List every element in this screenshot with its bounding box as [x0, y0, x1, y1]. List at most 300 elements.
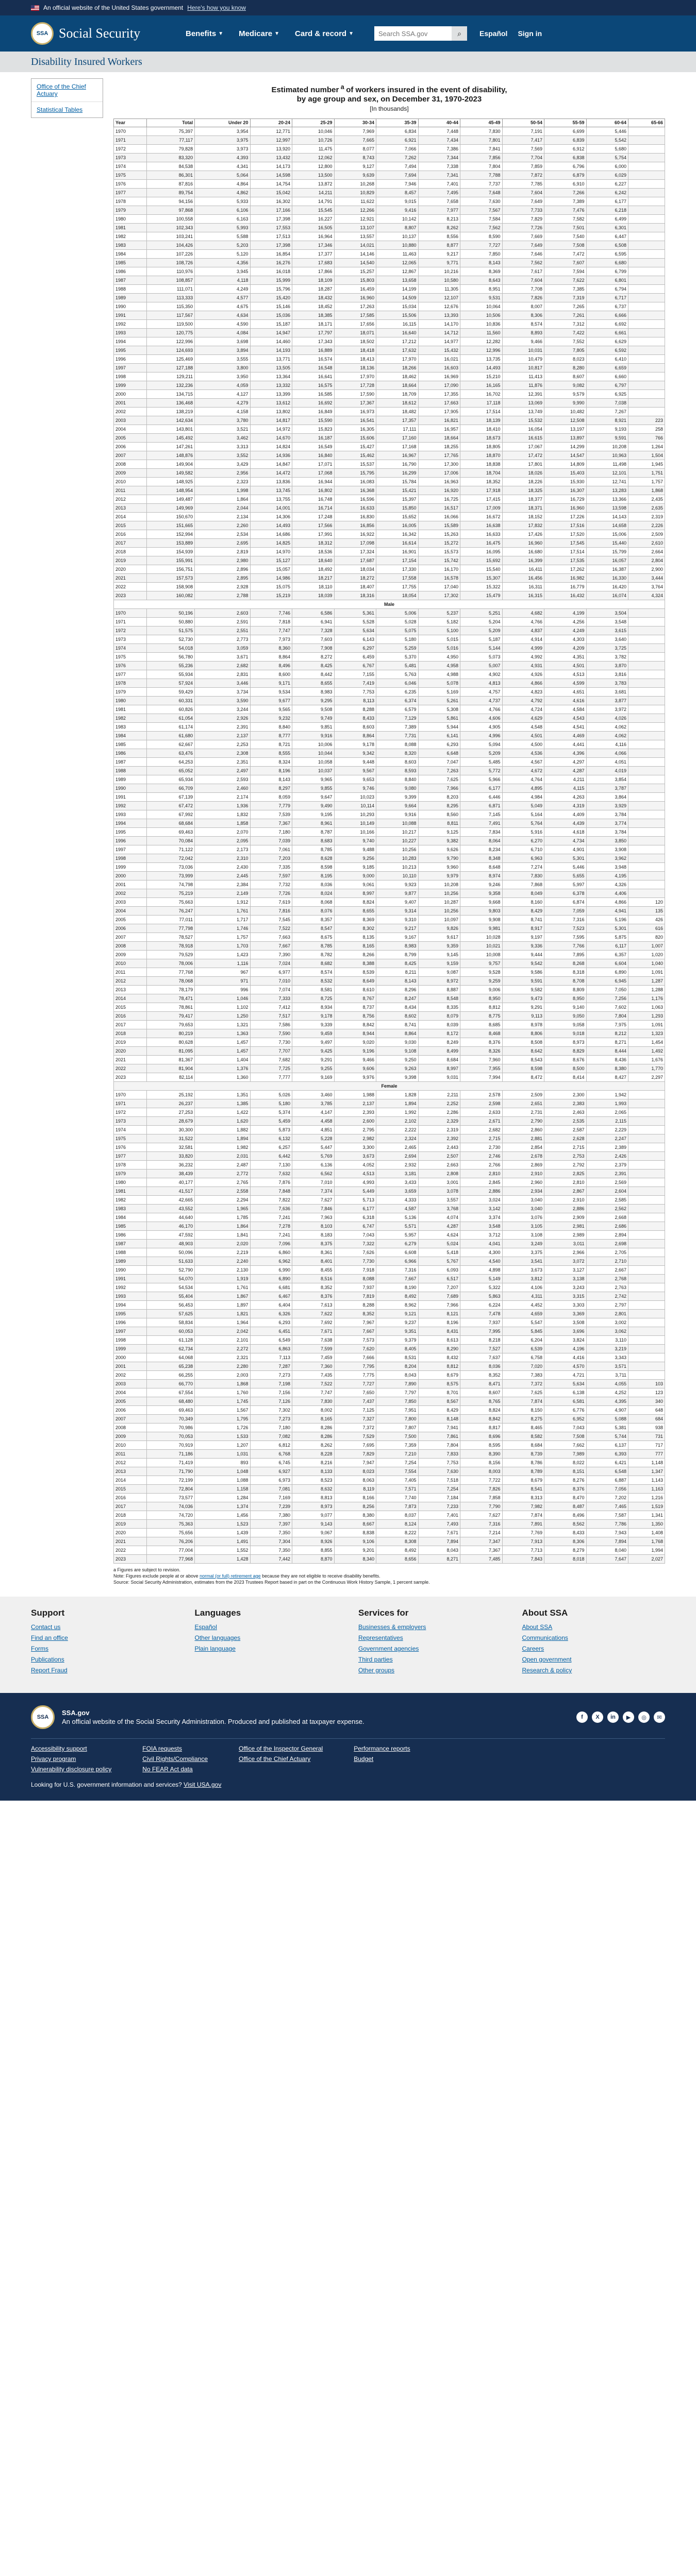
value-cell: 10,726	[292, 136, 335, 145]
value-cell: 7,627	[460, 1511, 503, 1520]
value-cell: 7,725	[250, 1064, 292, 1073]
value-cell: 6,962	[250, 1257, 292, 1266]
value-cell: 9,488	[334, 845, 376, 854]
value-cell: 14,754	[250, 180, 292, 189]
value-cell: 7,020	[502, 1362, 544, 1371]
value-cell: 3,557	[418, 1196, 460, 1205]
footer-link[interactable]: Español	[194, 1623, 217, 1631]
footer-policy-link[interactable]: Accessibility support	[31, 1745, 87, 1752]
footer-link[interactable]: Contact us	[31, 1623, 61, 1631]
linkedin-icon[interactable]: in	[607, 1711, 619, 1723]
table-row	[114, 1126, 665, 1134]
year-cell: 1997	[114, 845, 147, 854]
value-cell: 6,442	[250, 1152, 292, 1161]
table-row	[114, 670, 665, 679]
value-cell: 74,036	[146, 1502, 194, 1511]
footer-policy-link[interactable]: Vulnerability disclosure policy	[31, 1766, 112, 1773]
value-cell: 8,817	[460, 1423, 503, 1432]
value-cell: 17,832	[502, 521, 544, 530]
value-cell: 8,204	[376, 1362, 419, 1371]
value-cell: 17,300	[418, 460, 460, 469]
value-cell: 4,992	[502, 653, 544, 662]
value-cell: 8,414	[544, 1073, 587, 1082]
value-cell: 13,332	[250, 381, 292, 390]
value-cell: 1,374	[195, 1502, 250, 1511]
value-cell: 16,299	[376, 469, 419, 478]
value-cell: 13,069	[502, 399, 544, 408]
value-cell: 7,665	[334, 136, 376, 145]
footer-link[interactable]: Find an office	[31, 1634, 68, 1641]
value-cell: 3,948	[586, 863, 628, 872]
value-cell: 18,152	[502, 513, 544, 521]
value-cell: 3,783	[586, 679, 628, 688]
value-cell: 7,316	[376, 1266, 419, 1275]
value-cell: 7,800	[376, 1415, 419, 1423]
value-cell: 3,142	[460, 1205, 503, 1213]
value-cell: 127,188	[146, 364, 194, 372]
table-row	[114, 1205, 665, 1213]
value-cell: 8,685	[460, 1021, 503, 1029]
year-cell: 2022	[114, 1064, 147, 1073]
value-cell: 8,376	[460, 1038, 503, 1047]
value-cell: 13,920	[250, 145, 292, 154]
table-row	[114, 863, 665, 872]
value-cell: 6,138	[544, 1388, 587, 1397]
year-cell: 1997	[114, 1327, 147, 1336]
table-row	[114, 1301, 665, 1310]
year-cell: 2017	[114, 1021, 147, 1029]
value-cell	[628, 294, 665, 302]
value-cell: 8,401	[292, 1257, 335, 1266]
footer-link[interactable]: Communications	[522, 1634, 568, 1641]
value-cell: 16,574	[292, 355, 335, 364]
value-cell: 9,359	[418, 942, 460, 951]
value-cell: 16,615	[502, 434, 544, 443]
value-cell: 4,055	[586, 1380, 628, 1388]
footer-policy-link[interactable]: Civil Rights/Compliance	[142, 1755, 208, 1762]
year-cell: 1983	[114, 723, 147, 732]
value-cell: 7,372	[502, 1380, 544, 1388]
search-input[interactable]	[374, 26, 452, 41]
value-cell: 5,655	[544, 872, 587, 880]
value-cell: 15,146	[250, 302, 292, 311]
value-cell: 7,872	[502, 171, 544, 180]
value-cell: 74,720	[146, 1511, 194, 1520]
table-row	[114, 574, 665, 583]
footer-identity	[31, 1705, 665, 1729]
footer-link[interactable]: Third parties	[358, 1656, 393, 1663]
value-cell	[628, 618, 665, 626]
x-twitter-icon[interactable]: X	[592, 1711, 603, 1723]
search-icon[interactable]: ⌕	[452, 26, 467, 41]
value-cell: 3,571	[586, 1362, 628, 1371]
nav-card-record[interactable]	[295, 29, 354, 38]
value-cell: 2,742	[586, 1292, 628, 1301]
footer-link[interactable]: Open government	[522, 1656, 572, 1663]
value-cell: 8,656	[376, 1555, 419, 1564]
value-cell: 8,655	[334, 907, 376, 916]
value-cell: 4,196	[544, 1345, 587, 1353]
value-cell: 5,120	[195, 250, 250, 259]
value-cell: 7,595	[544, 933, 587, 942]
value-cell: 17,040	[418, 583, 460, 591]
table-row	[114, 653, 665, 662]
year-cell: 2004	[114, 425, 147, 434]
value-cell: 8,675	[292, 933, 335, 942]
value-cell: 9,790	[418, 854, 460, 863]
value-cell: 3,734	[195, 688, 250, 697]
value-cell: 97,868	[146, 206, 194, 215]
value-cell: 8,786	[502, 1459, 544, 1467]
footer-link[interactable]: Government agencies	[358, 1645, 419, 1652]
value-cell: 71,419	[146, 1459, 194, 1467]
chevron-down-icon: ▼	[349, 30, 354, 37]
year-cell: 2000	[114, 1353, 147, 1362]
value-cell: 7,435	[292, 1371, 335, 1380]
value-cell: 2,886	[460, 1187, 503, 1196]
value-cell: 9,677	[250, 697, 292, 705]
value-cell: 5,187	[460, 635, 503, 644]
value-cell: 7,191	[502, 127, 544, 136]
value-cell: 1,363	[195, 1029, 250, 1038]
footer-link[interactable]: About SSA	[522, 1623, 553, 1631]
footer-policy-link[interactable]: Budget	[354, 1755, 374, 1762]
value-cell: 4,862	[195, 189, 250, 197]
value-cell: 1,519	[628, 1502, 665, 1511]
value-cell: 6,990	[250, 1266, 292, 1275]
value-cell: 14,306	[250, 513, 292, 521]
value-cell: 18,452	[292, 302, 335, 311]
value-cell: 13,836	[250, 478, 292, 486]
table-row	[114, 1283, 665, 1292]
language-link[interactable]: Español	[479, 29, 508, 38]
table-row	[114, 793, 665, 802]
value-cell: 14,493	[460, 364, 503, 372]
title-part-1: Estimated number	[271, 86, 339, 94]
value-cell: 16,368	[334, 486, 376, 495]
year-cell: 1975	[114, 653, 147, 662]
footer-policy-link[interactable]: Performance reports	[354, 1745, 410, 1752]
value-cell: 3,024	[460, 1196, 503, 1205]
value-cell: 1,422	[195, 1108, 250, 1117]
value-cell: 5,094	[460, 740, 503, 749]
value-cell: 2,137	[195, 732, 250, 740]
value-cell: 12,266	[334, 206, 376, 215]
value-cell: 7,582	[544, 215, 587, 224]
value-cell	[628, 854, 665, 863]
value-cell: 2,982	[334, 1134, 376, 1143]
column-header: 65-66	[628, 119, 665, 127]
value-cell	[628, 399, 665, 408]
value-cell: 6,451	[250, 1327, 292, 1336]
value-cell: 7,417	[502, 136, 544, 145]
value-cell: 18,482	[376, 408, 419, 416]
value-cell: 1,746	[195, 924, 250, 933]
value-cell: 3,864	[586, 793, 628, 802]
value-cell: 8,813	[292, 1494, 335, 1502]
value-cell: 6,548	[586, 1467, 628, 1476]
value-cell: 9,990	[544, 399, 587, 408]
table-body	[114, 127, 665, 1564]
value-cell: 15,403	[544, 469, 587, 478]
value-cell: 8,721	[250, 740, 292, 749]
footer-link[interactable]: Research & policy	[522, 1667, 572, 1674]
value-cell: 2,222	[376, 1126, 419, 1134]
value-cell: 10,208	[418, 880, 460, 889]
value-cell: 7,047	[418, 758, 460, 767]
value-cell: 4,513	[544, 670, 587, 679]
year-cell: 1974	[114, 1126, 147, 1134]
value-cell: 8,655	[292, 679, 335, 688]
value-cell: 2,910	[502, 1170, 544, 1178]
value-cell: 7,638	[292, 1336, 335, 1345]
table-row	[114, 1275, 665, 1283]
value-cell: 2,443	[418, 1143, 460, 1152]
value-cell: 12,101	[586, 469, 628, 478]
value-cell: 7,374	[292, 1187, 335, 1196]
year-cell: 1999	[114, 381, 147, 390]
footer-link[interactable]: Other groups	[358, 1667, 395, 1674]
value-cell	[628, 662, 665, 670]
footer-link[interactable]: Plain language	[194, 1645, 236, 1652]
value-cell: 10,058	[292, 758, 335, 767]
value-cell: 30,300	[146, 1126, 194, 1134]
value-cell: 1,293	[628, 1012, 665, 1021]
value-cell	[628, 784, 665, 793]
value-cell: 4,757	[460, 688, 503, 697]
footer-policy-link[interactable]: Office of the Chief Actuary	[239, 1755, 311, 1762]
value-cell: 2,695	[195, 539, 250, 548]
value-cell: 8,442	[292, 670, 335, 679]
value-cell: 18,536	[292, 548, 335, 556]
value-cell: 7,241	[250, 1213, 292, 1222]
value-cell: 7,180	[250, 1423, 292, 1432]
value-cell: 6,297	[334, 644, 376, 653]
value-cell: 7,043	[334, 1231, 376, 1240]
value-cell: 2,591	[195, 618, 250, 626]
value-cell: 10,506	[460, 311, 503, 320]
email-icon[interactable]: ✉	[654, 1711, 665, 1723]
value-cell: 8,944	[334, 1029, 376, 1038]
value-cell: 17,905	[418, 408, 460, 416]
value-cell: 72,804	[146, 1485, 194, 1494]
value-cell: 12,508	[544, 416, 587, 425]
value-cell: 16,302	[250, 197, 292, 206]
footer-link[interactable]: Forms	[31, 1645, 48, 1652]
value-cell: 54,018	[146, 644, 194, 653]
value-cell: 81,904	[146, 1064, 194, 1073]
value-cell: 8,432	[418, 1353, 460, 1362]
retirement-age-link[interactable]: normal (or full) retirement age	[200, 1573, 261, 1579]
value-cell: 7,039	[250, 837, 292, 845]
value-cell: 2,308	[195, 749, 250, 758]
year-cell: 1980	[114, 1178, 147, 1187]
page-title: Disability Insured Workers	[0, 52, 696, 72]
value-cell: 4,914	[502, 635, 544, 644]
value-cell: 18,352	[460, 478, 503, 486]
value-cell: 3,659	[376, 1187, 419, 1196]
nav-medicare[interactable]	[239, 29, 279, 38]
table-row	[114, 416, 665, 425]
footer-policy-link[interactable]: Privacy program	[31, 1755, 76, 1762]
value-cell: 8,455	[292, 1266, 335, 1275]
value-cell	[628, 1187, 665, 1196]
value-cell: 3,615	[586, 626, 628, 635]
value-cell: 3,040	[502, 1196, 544, 1205]
value-cell: 51,633	[146, 1257, 194, 1266]
value-cell: 7,769	[502, 1529, 544, 1537]
value-cell: 5,006	[376, 609, 419, 618]
value-cell: 8,556	[418, 232, 460, 241]
sign-in-link[interactable]: Sign in	[518, 29, 542, 38]
value-cell: 8,023	[334, 1467, 376, 1476]
footer-link[interactable]: Report Fraud	[31, 1667, 68, 1674]
value-cell: 7,731	[376, 732, 419, 740]
facebook-icon[interactable]: f	[576, 1711, 588, 1723]
value-cell: 9,159	[418, 959, 460, 968]
instagram-icon[interactable]: ◎	[638, 1711, 650, 1723]
year-cell: 1988	[114, 1248, 147, 1257]
value-cell: 13,755	[250, 495, 292, 504]
value-cell: 2,391	[195, 723, 250, 732]
table-row	[114, 1476, 665, 1485]
heres-how-you-know-link[interactable]: Here's how you know	[187, 4, 246, 11]
value-cell: 9,749	[292, 714, 335, 723]
value-cell: 149,904	[146, 460, 194, 469]
year-cell: 2019	[114, 556, 147, 565]
value-cell	[628, 145, 665, 154]
footer-policy-link[interactable]: FOIA requests	[142, 1745, 182, 1752]
value-cell: 125,469	[146, 355, 194, 364]
value-cell: 8,290	[418, 1345, 460, 1353]
value-cell: 4,501	[502, 732, 544, 740]
value-cell: 4,737	[460, 697, 503, 705]
table-row	[114, 705, 665, 714]
value-cell: 10,256	[418, 889, 460, 898]
value-cell: 7,254	[376, 1459, 419, 1467]
value-cell: 17,166	[250, 206, 292, 215]
value-cell: 16,957	[418, 425, 460, 434]
year-cell: 2022	[114, 1546, 147, 1555]
value-cell: 6,378	[544, 889, 587, 898]
value-cell: 5,449	[334, 1187, 376, 1196]
value-cell	[628, 1362, 665, 1371]
value-cell: 8,380	[334, 1511, 376, 1520]
value-cell: 7,807	[376, 1423, 419, 1432]
ssa-logo[interactable]	[31, 22, 186, 45]
value-cell: 7,969	[334, 127, 376, 136]
value-cell: 68,684	[146, 819, 194, 828]
year-cell: 1973	[114, 154, 147, 162]
value-cell: 2,130	[195, 1266, 250, 1275]
value-cell: 6,218	[586, 206, 628, 215]
value-cell: 10,031	[502, 346, 544, 355]
value-cell: 7,994	[460, 1073, 503, 1082]
value-cell: 18,673	[460, 434, 503, 443]
value-cell: 122,996	[146, 337, 194, 346]
value-cell: 3,508	[544, 1318, 587, 1327]
year-cell: 1971	[114, 1099, 147, 1108]
value-cell: 6,447	[586, 232, 628, 241]
footer-policy-link[interactable]: No FEAR Act data	[142, 1766, 193, 1773]
year-cell: 1986	[114, 1231, 147, 1240]
value-cell: 9,217	[376, 924, 419, 933]
sidebar-link-statistical-tables[interactable]: Statistical Tables	[37, 106, 83, 113]
table-row	[114, 697, 665, 705]
footer-policy-link[interactable]: Office of the Inspector General	[239, 1745, 323, 1752]
footer-link[interactable]: Other languages	[194, 1634, 241, 1641]
value-cell: 9,416	[376, 206, 419, 215]
sidebar-link-chief-actuary[interactable]: Office of the Chief Actuary	[31, 79, 103, 102]
value-cell: 107,226	[146, 250, 194, 259]
value-cell: 16,311	[502, 583, 544, 591]
usagov-link[interactable]: Visit USA.gov	[184, 1781, 222, 1788]
table-row	[114, 1511, 665, 1520]
value-cell: 4,116	[586, 740, 628, 749]
value-cell: 2,585	[586, 1196, 628, 1205]
search-box	[374, 26, 467, 41]
value-cell: 17,324	[334, 548, 376, 556]
value-cell: 5,763	[376, 670, 419, 679]
year-cell: 1999	[114, 863, 147, 872]
footer-link[interactable]: Publications	[31, 1656, 64, 1663]
year-cell: 1972	[114, 626, 147, 635]
value-cell: 1,347	[628, 1467, 665, 1476]
value-cell: 7,951	[376, 1406, 419, 1415]
value-cell: 6,579	[376, 705, 419, 714]
value-cell: 17,377	[292, 250, 335, 259]
table-row	[114, 1021, 665, 1029]
value-cell	[628, 1275, 665, 1283]
value-cell: 7,254	[418, 1485, 460, 1494]
value-cell: 3,698	[195, 337, 250, 346]
value-cell	[628, 626, 665, 635]
value-cell: 17,302	[418, 591, 460, 600]
value-cell: 2,667	[586, 1266, 628, 1275]
footer-link[interactable]: Representatives	[358, 1634, 403, 1641]
value-cell: 971	[195, 977, 250, 986]
youtube-icon[interactable]: ▶	[623, 1711, 634, 1723]
insured-workers-table	[113, 118, 665, 1564]
value-cell: 17,071	[292, 460, 335, 469]
value-cell: 893	[195, 1459, 250, 1467]
value-cell	[628, 775, 665, 784]
value-cell: 12,771	[250, 127, 292, 136]
value-cell: 1,998	[195, 486, 250, 495]
value-cell: 4,041	[460, 1240, 503, 1248]
value-cell: 1,048	[195, 1467, 250, 1476]
value-cell: 17,111	[376, 425, 419, 434]
value-cell: 4,469	[544, 732, 587, 740]
value-cell: 2,379	[586, 1161, 628, 1170]
value-cell: 1,533	[195, 1432, 250, 1441]
year-cell: 2013	[114, 504, 147, 513]
footer-link[interactable]: Careers	[522, 1645, 544, 1652]
footer-policy-links	[31, 1738, 665, 1776]
value-cell: 18,432	[292, 294, 335, 302]
footer-link[interactable]: Businesses & employers	[358, 1623, 426, 1631]
value-cell: 13,598	[586, 504, 628, 513]
value-cell: 6,890	[250, 1275, 292, 1283]
table-row	[114, 784, 665, 793]
value-cell: 5,169	[418, 688, 460, 697]
value-cell	[628, 285, 665, 294]
value-cell: 3,243	[544, 1283, 587, 1292]
nav-benefits[interactable]	[186, 29, 223, 38]
value-cell: 135	[628, 907, 665, 916]
value-cell: 18,664	[418, 434, 460, 443]
value-cell: 10,037	[292, 767, 335, 775]
